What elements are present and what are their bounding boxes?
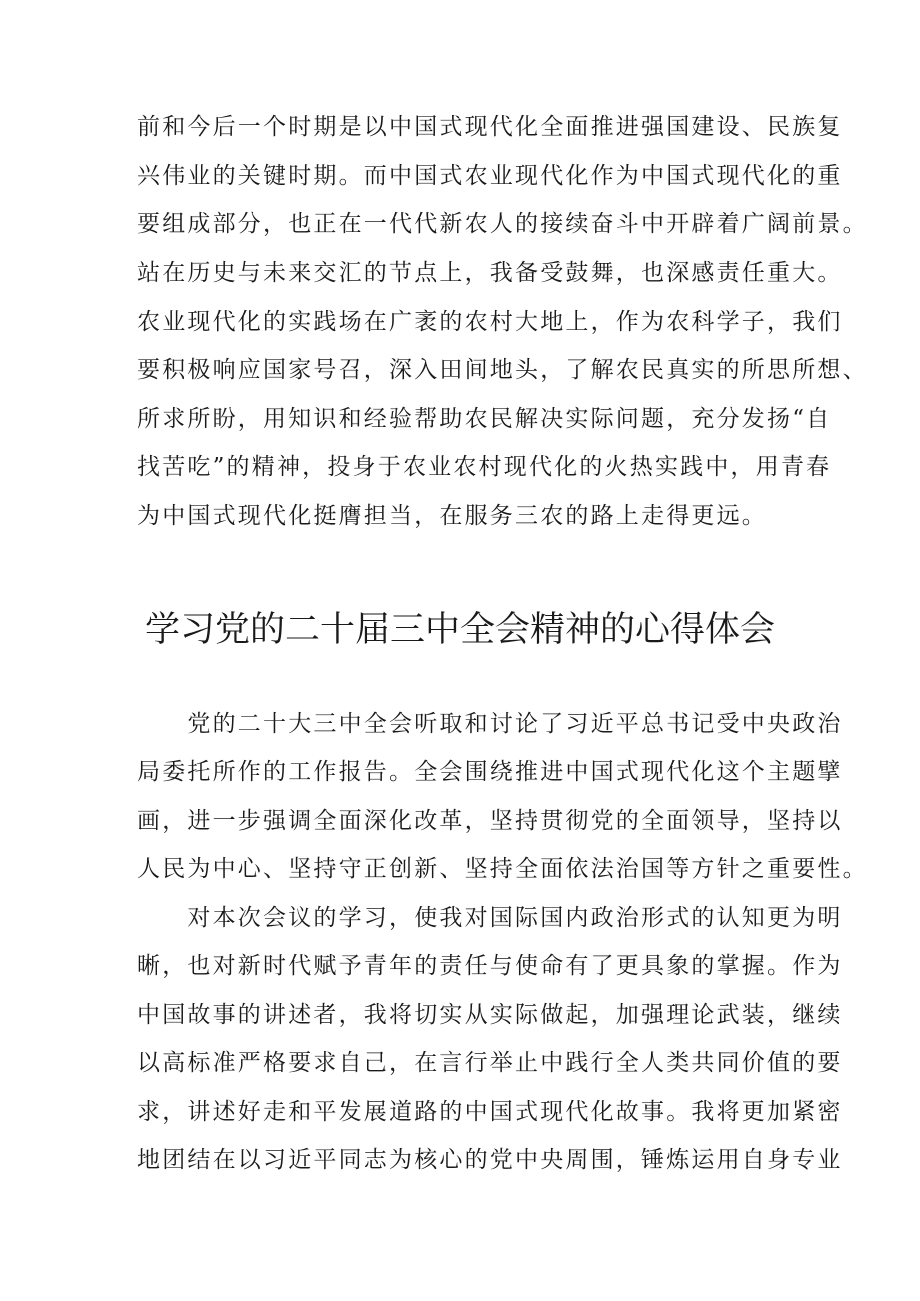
text-line: 人民为中心、坚持守正创新、坚持全面依法治国等方针之重要性。 <box>137 856 868 882</box>
text-line: 局委托所作的工作报告。全会围绕推进中国式现代化这个主题擘 <box>137 759 843 785</box>
text-line: 兴伟业的关键时期。而中国式农业现代化作为中国式现代化的重 <box>137 163 843 189</box>
text-line: 所求所盼，用知识和经验帮助农民解决实际问题，充分发扬“自 <box>137 406 832 432</box>
text-line: 为中国式现代化挺膺担当，在服务三农的路上走得更远。 <box>137 503 767 529</box>
text-line: 求，讲述好走和平发展道路的中国式现代化故事。我将更加紧密 <box>137 1099 843 1125</box>
text-line: 要组成部分，也正在一代代新农人的接续奋斗中开辟着广阔前景。 <box>137 211 868 237</box>
article-title: 学习党的二十届三中全会精神的心得体会 <box>144 610 775 650</box>
text-line: 画，进一步强调全面深化改革，坚持贯彻党的全面领导，坚持以 <box>137 808 843 834</box>
text-line: 站在历史与未来交汇的节点上，我备受鼓舞，也深感责任重大。 <box>137 260 843 286</box>
text-line: 地团结在以习近平同志为核心的党中央周围，锤炼运用自身专业 <box>137 1147 843 1173</box>
text-line: 党的二十大三中全会听取和讨论了习近平总书记受中央政治 <box>137 711 843 737</box>
text-line: 农业现代化的实践场在广袤的农村大地上，作为农科学子，我们 <box>137 309 843 335</box>
text-line: 前和今后一个时期是以中国式现代化全面推进强国建设、民族复 <box>137 114 843 140</box>
text-line: 中国故事的讲述者，我将切实从实际做起，加强理论武装，继续 <box>137 1002 843 1028</box>
text-line: 晰，也对新时代赋予青年的责任与使命有了更具象的掌握。作为 <box>137 953 843 979</box>
text-line: 要积极响应国家号召，深入田间地头，了解农民真实的所思所想、 <box>137 357 868 383</box>
text-line: 以高标准严格要求自己，在言行举止中践行全人类共同价值的要 <box>137 1050 843 1076</box>
text-line: 对本次会议的学习，使我对国际国内政治形式的认知更为明 <box>137 905 843 931</box>
text-line: 找苦吃”的精神，投身于农业农村现代化的火热实践中，用青春 <box>137 454 832 480</box>
